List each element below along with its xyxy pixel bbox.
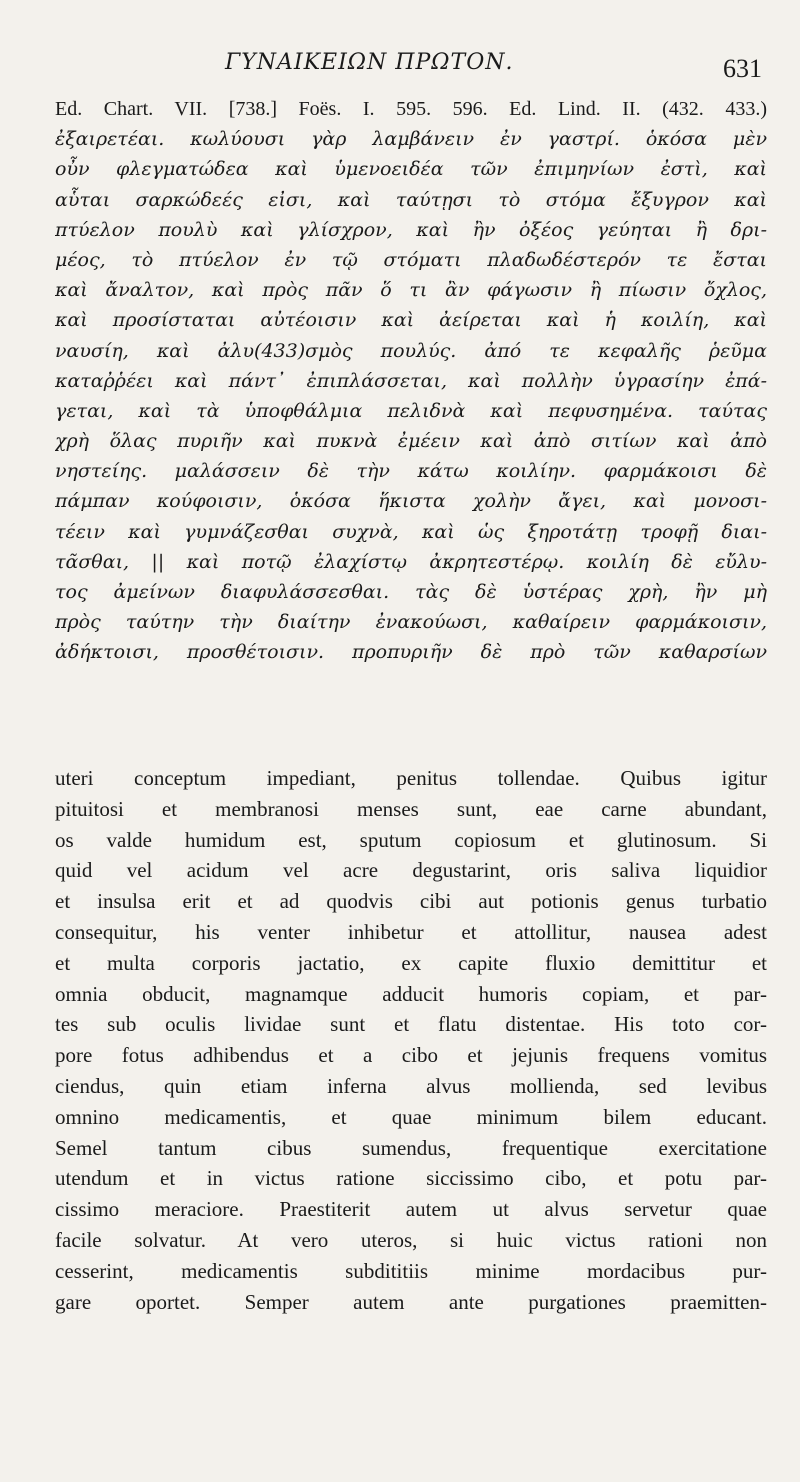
greek-text-line: πτύελον πουλὺ καὶ γλίσχρον, καὶ ἢν ὀξέος γεύηται ἢ δρι- [55,218,767,241]
greek-text-line: τος ἀμείνων διαφυλάσσεσθαι. τὰς δὲ ὑστέρας χρὴ, ἢν μὴ [55,581,767,603]
greek-text-line: πάμπαν κούφοισιν, ὁκόσα ἥκιστα χολὴν ἄγει, καὶ μονοσι- [55,490,767,513]
page-header [0,50,800,86]
latin-text-line: os valde humidum est, sputum copiosum et glutinosum. Si [55,827,767,852]
latin-text-line: pore fotus adhibendus et a cibo et jejunis frequens vomitus [55,1043,767,1068]
latin-text-line: consequitur, his venter inhibetur et attollitur, nausea adest [55,919,767,944]
latin-text-line: pituitosi et membranosi menses sunt, eae carne abundant, [55,796,767,821]
latin-text-line: facile solvatur. At vero uteros, si huic victus rationi non [55,1227,767,1252]
greek-text-line: οὖν φλεγματώδεα καὶ ὑμενοειδέα τῶν ἐπιμηνίων ἐστὶ, καὶ [55,158,767,181]
latin-text-line: cesserint, medicamentis subdititiis minime mordacibus pur- [55,1258,767,1283]
greek-text-line: Ed. Chart. VII. [738.] Foës. I. 595. 596. Ed. Lind. II. (432. 433.) [55,98,767,120]
latin-text-line: cissimo meraciore. Praestiterit autem ut alvus servetur quae [55,1197,767,1222]
greek-text-line: γεται, καὶ τὰ ὑποφθάλμια πελιδνὰ καὶ πεφυσημένα. ταύτας [55,399,767,422]
latin-text-line: uteri conceptum impediant, penitus tollendae. Quibus igitur [55,766,767,790]
greek-text-line: καταῤῥέει καὶ πάντ᾽ ἐπιπλάσσεται, καὶ πολλὴν ὑγρασίην ἐπά- [55,369,767,392]
greek-text-line: πρὸς ταύτην τὴν διαίτην ἐνακούωσι, καθαίρειν φαρμάκοισιν, [55,611,767,634]
greek-text-line: αὗται σαρκώδεές εἰσι, καὶ ταύτῃσι τὸ στόμα ἔξυγρον καὶ [55,188,767,211]
greek-text-line: ἐξαιρετέαι. κωλύουσι γὰρ λαμβάνειν ἐν γαστρί. ὁκόσα μὲν [55,128,767,151]
latin-text-line: Semel tantum cibus sumendus, frequentique exercitatione [55,1135,767,1160]
greek-text-line: μέος, τὸ πτύελον ἐν τῷ στόματι πλαδωδέστερόν τε ἔσται [55,248,767,271]
greek-text-line: ναυσίη, καὶ ἀλυ(433)σμὸς πουλύς. ἀπό τε κεφαλῆς ῥεῦμα [55,339,767,362]
greek-text-line: καὶ προσίσταται αὐτέοισιν καὶ ἀείρεται καὶ ἡ κοιλίη, καὶ [55,309,767,332]
latin-text-line: quid vel acidum vel acre degustarint, oris saliva liquidior [55,858,767,883]
greek-text-line: τᾶσθαι, || καὶ ποτῷ ἐλαχίστῳ ἀκρητεστέρῳ. κοιλίη δὲ εὔλυ- [55,550,767,573]
latin-text-line: omnia obducit, magnamque adducit humoris copiam, et par- [55,981,767,1006]
latin-text-line: et insulsa erit et ad quodvis cibi aut potionis genus turbatio [55,889,767,914]
latin-text-line: omnino medicamentis, et quae minimum bilem educant. [55,1104,767,1129]
greek-text-block [55,94,767,668]
latin-text-line: et multa corporis jactatio, ex capite fluxio demittitur et [55,950,767,975]
running-title: ΓΥΝΑΙΚΕΙΩΝ ΠΡΩΤΟΝ. [225,50,514,75]
latin-text-line: gare oportet. Semper autem ante purgationes praemitten- [55,1289,767,1314]
greek-text-line: χρὴ ὅλας πυριῆν καὶ πυκνὰ ἐμέειν καὶ ἀπὸ σιτίων καὶ ἀπὸ [55,430,767,453]
page-number: 631 [723,54,762,83]
latin-text-line: tes sub oculis lividae sunt et flatu distentae. His toto cor- [55,1012,767,1037]
latin-text-line: ciendus, quin etiam inferna alvus mollienda, sed levibus [55,1073,767,1098]
greek-text-line: καὶ ἄναλτον, καὶ πρὸς πᾶν ὅ τι ἂν φάγωσιν ἢ πίωσιν ὄχλος, [55,279,767,302]
greek-text-line: τέειν καὶ γυμνάζεσθαι συχνὰ, καὶ ὡς ξηροτάτῃ τροφῇ διαι- [55,520,767,543]
greek-text-line: ἀδήκτοισι, προσθέτοισιν. προπυριῆν δὲ πρὸ τῶν καθαρσίων [55,641,767,664]
greek-text-line: νηστείης. μαλάσσειν δὲ τὴν κάτω κοιλίην. φαρμάκοισι δὲ [55,460,767,483]
latin-text-block [55,763,767,1317]
latin-text-line: utendum et in victus ratione siccissimo cibo, et potu par- [55,1166,767,1191]
